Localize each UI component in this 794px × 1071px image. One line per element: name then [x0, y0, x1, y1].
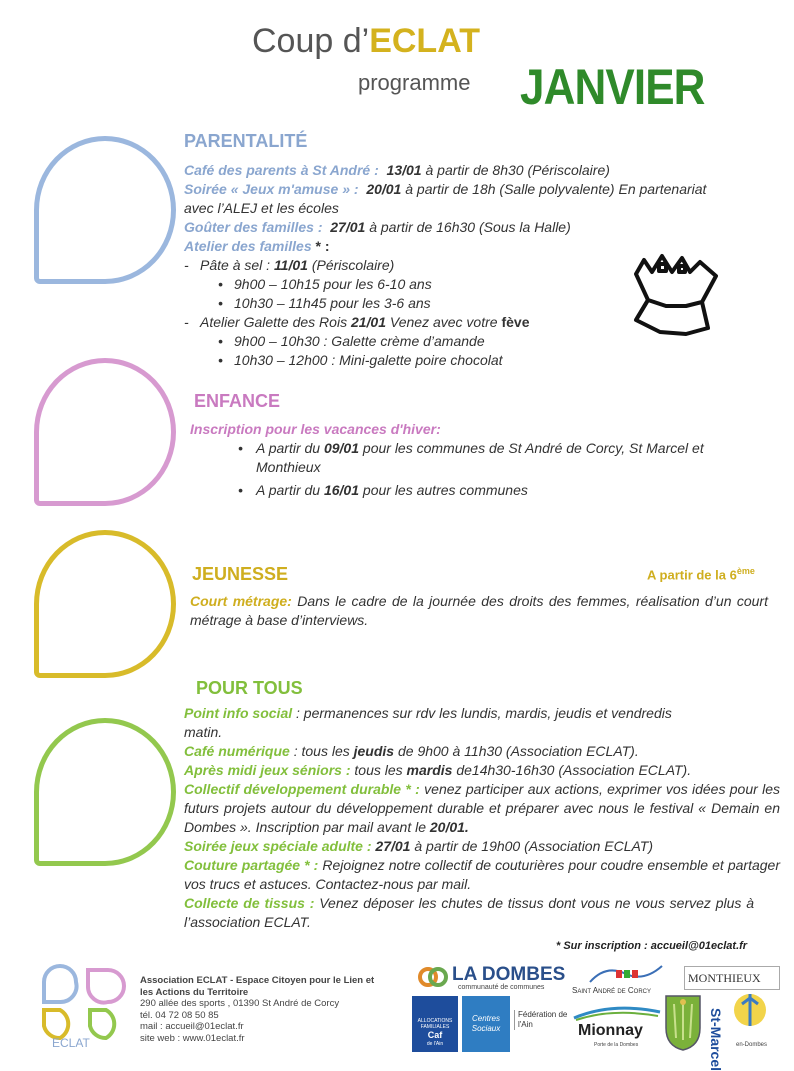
- item-text: Venez avec votre: [386, 314, 502, 330]
- la-dombes-sub: communauté de communes: [458, 984, 545, 991]
- event-text: Rejoignez notre collectif de couturières pour coudre ensemble et partager vos trucs et astuces. Contactez-nous par mail.: [184, 857, 781, 892]
- title-highlight: ECLAT: [369, 22, 481, 60]
- event-text: de 9h00 à 11h30 (Association ECLAT).: [394, 743, 639, 759]
- st-marcel-icon: [728, 990, 772, 1030]
- section-body-jeunesse: [190, 592, 768, 630]
- eclat-logo-text: ECLAT: [52, 1036, 90, 1050]
- age-sup: ème: [736, 566, 755, 576]
- event-date: 27/01: [330, 219, 366, 235]
- mionnay-icon: [572, 1002, 662, 1022]
- monthieux-text: MONTHIEUX: [688, 971, 761, 985]
- event-date: 27/01: [375, 838, 411, 854]
- logo-st-andre: [572, 962, 682, 998]
- event-date: 20/01: [366, 181, 402, 197]
- event-label: Soirée « Jeux m'amuse » :: [184, 181, 359, 197]
- list-item: • 9h00 – 10h30 : Galette crème d’amande: [184, 332, 724, 351]
- inscription-note: * Sur inscription : accueil@01eclat.fr: [556, 940, 748, 952]
- la-dombes-icon: [418, 964, 448, 990]
- event-star: * :: [311, 238, 330, 254]
- event-cafe-parents: [184, 161, 724, 180]
- subtitle: programme: [358, 70, 471, 95]
- footer-tel: tél. 04 72 08 50 85: [140, 1009, 219, 1021]
- logo-federation: Fédération de l'Ain: [514, 1010, 570, 1030]
- event-label: Café numérique: [184, 743, 290, 759]
- list-item: • 10h30 – 11h45 pour les 3-6 ans: [184, 294, 724, 313]
- section-title-enfance: ENFANCE: [194, 391, 281, 411]
- event-star: * :: [401, 781, 420, 797]
- footer-address: 290 allée des sports , 01390 St André de Corcy: [140, 998, 340, 1009]
- event-gouter-familles: [184, 218, 724, 237]
- event-cafe-numerique: [184, 742, 780, 761]
- event-text: à partir de 16h30 (Sous la Halle): [365, 219, 571, 235]
- st-marcel-sub: en-Dombes: [736, 1042, 768, 1048]
- event-apres-midi-jeux: [184, 761, 780, 780]
- mionnay-sub: Porte de la Dombes: [594, 1042, 639, 1048]
- event-label: Goûter des familles :: [184, 219, 323, 235]
- event-soiree-adulte: [184, 837, 780, 856]
- event-text: à partir de 18h (Salle polyvalente) En partenariat avec l’ALEJ et les écoles: [184, 181, 707, 216]
- item-text: pour les communes de St André de Corcy, St Marcel et Monthieux: [256, 440, 704, 475]
- list-item: [190, 481, 750, 500]
- event-point-info: [184, 704, 674, 742]
- item-date: 11/01: [273, 257, 308, 273]
- crown-icon: [626, 250, 726, 336]
- section-body-pour-tous: [184, 704, 780, 932]
- event-label: Collectif développement durable: [184, 781, 402, 797]
- logo-mionnay: [572, 1002, 662, 1052]
- event-label: Café des parents à St André :: [184, 162, 379, 178]
- logo-la-dombes: [418, 964, 568, 992]
- event-collectif-dd: [184, 780, 780, 837]
- event-text: tous les: [350, 762, 407, 778]
- page-title: [252, 22, 480, 61]
- list-item: • 10h30 – 12h00 : Mini-galette poire chocolat: [184, 351, 724, 370]
- title-prefix: Coup d’: [252, 22, 370, 60]
- item-text: A partir du: [256, 482, 324, 498]
- section-body-enfance: [190, 420, 750, 500]
- la-dombes-text: LA DOMBES: [452, 964, 566, 985]
- event-text: Dans le cadre de la journée des droits des femmes, réalisation d’un court métrage à base d’interviews.: [190, 593, 768, 628]
- enfance-intro: Inscription pour les vacances d'hiver:: [190, 421, 441, 437]
- logo-caf: [412, 996, 458, 1052]
- drop-shape-pour-tous: [34, 718, 176, 866]
- item-text: (Périscolaire): [307, 257, 395, 273]
- event-day: mardis: [406, 762, 453, 778]
- event-text: venez participer aux actions, exprimer vos idées pour les futurs projets autour du développement durable et préparer avec nous le festival « Demain en Dombes ». Inscription par mail avant le: [184, 781, 780, 835]
- footer-web[interactable]: site web : www.01eclat.fr: [140, 1032, 245, 1044]
- age-text: A partir de la 6: [647, 567, 737, 583]
- list-item: • 9h00 – 10h15 pour les 6-10 ans: [184, 275, 724, 294]
- event-text: à partir de 19h00 (Association ECLAT): [410, 838, 653, 854]
- event-text: Venez déposer les chutes de tissus dont vous ne vous servez plus à l’association ECLAT.: [184, 895, 754, 930]
- item-label: Pâte à sel :: [200, 257, 274, 273]
- event-soiree-jeux: [184, 180, 724, 218]
- item-date: 21/01: [350, 314, 387, 330]
- drop-shape-parentalite: [34, 136, 176, 284]
- item-feve: fève: [501, 314, 530, 330]
- st-andre-icon: [586, 962, 666, 984]
- event-label: Court métrage:: [190, 593, 292, 609]
- section-title-pour-tous: POUR TOUS: [196, 678, 303, 698]
- drop-shape-enfance: [34, 358, 176, 506]
- drop-shape-jeunesse: [34, 530, 176, 678]
- event-date: 20/01.: [429, 819, 469, 835]
- event-label: Après midi jeux séniors :: [184, 762, 351, 778]
- logo-monthieux: [684, 966, 780, 990]
- caf-text-b: Caf: [427, 1030, 443, 1040]
- caf-text: ALLOCATIONS FAMILIALES: [417, 1018, 453, 1030]
- event-text: de14h30-16h30 (Association ECLAT).: [452, 762, 692, 778]
- event-label: Couture partagée: [184, 857, 301, 873]
- event-text: : tous les: [289, 743, 354, 759]
- list-item: [190, 439, 726, 477]
- item-label: Atelier Galette des Rois: [200, 314, 351, 330]
- event-star: * :: [300, 857, 319, 873]
- item-date: 16/01: [323, 482, 360, 498]
- event-text: : permanences sur rdv les lundis, mardis, jeudis et vendredis matin.: [184, 705, 672, 740]
- event-label: Soirée jeux spéciale adulte :: [184, 838, 372, 854]
- age-note: [647, 566, 755, 582]
- event-couture: [184, 856, 780, 894]
- logo-centres-sociaux: [462, 996, 510, 1052]
- centres-text: Centres Sociaux: [471, 1014, 501, 1033]
- event-collecte-tissus: [184, 894, 754, 932]
- event-label: Atelier des familles: [184, 238, 312, 254]
- logo-st-marcel: [706, 990, 782, 1071]
- mionnay-text: Mionnay: [578, 1022, 643, 1039]
- event-date: 13/01: [386, 162, 422, 178]
- event-text: à partir de 8h30 (Périscolaire): [421, 162, 610, 178]
- footer-contact: [140, 975, 390, 1044]
- section-title-parentalite: PARENTALITÉ: [184, 131, 308, 151]
- section-title-jeunesse: JEUNESSE: [192, 564, 289, 584]
- item-text: A partir du: [256, 440, 324, 456]
- event-label: Point info social: [184, 705, 293, 721]
- footer-mail[interactable]: mail : accueil@01eclat.fr: [140, 1021, 244, 1032]
- item-date: 09/01: [323, 440, 360, 456]
- crest-icon: [664, 994, 702, 1052]
- st-marcel-text: St-Marcel: [708, 1008, 724, 1071]
- event-label: Collecte de tissus :: [184, 895, 315, 911]
- month-title: JANVIER: [520, 59, 705, 115]
- event-day: jeudis: [353, 743, 395, 759]
- caf-text-c: de l'Ain: [426, 1041, 444, 1047]
- footer-org: Association ECLAT - Espace Citoyen pour le Lien et les Actions du Territoire: [140, 975, 375, 998]
- item-text: pour les autres communes: [359, 482, 528, 498]
- st-andre-text: Saint André de Corcy: [572, 986, 652, 995]
